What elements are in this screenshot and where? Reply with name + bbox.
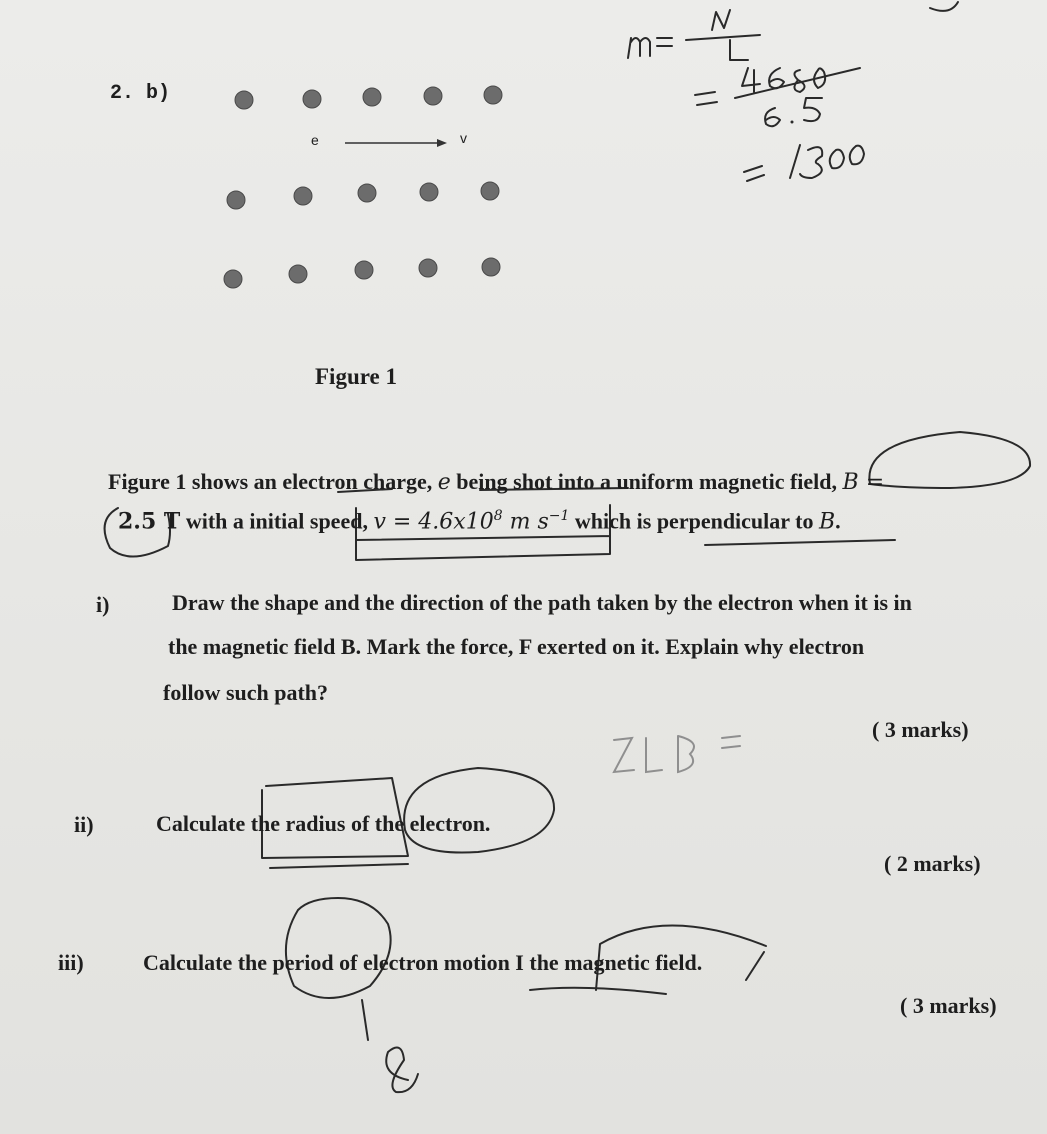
part-i-text-line-3: follow such path?: [163, 680, 329, 705]
field-dot: [484, 86, 502, 104]
part-i-text-line-1: Draw the shape and the direction of the path taken by the electron when it is in: [172, 590, 912, 615]
field-dot: [358, 184, 376, 202]
part-iii-marks: ( 3 marks): [900, 993, 997, 1018]
underline: [705, 540, 895, 545]
part-i-label: i): [96, 592, 110, 617]
part-ii-label: ii): [74, 812, 94, 837]
part-ii-text: Calculate the radius of the electron.: [156, 811, 491, 836]
question-number: 2. b): [110, 82, 171, 105]
field-dot: [227, 191, 245, 209]
field-dot: [303, 90, 321, 108]
field-dot: [289, 265, 307, 283]
handwriting-top-right: [628, 2, 958, 181]
field-dot: [224, 270, 242, 288]
part-ii-marks: ( 2 marks): [884, 851, 981, 876]
field-dot: [481, 182, 499, 200]
field-dot: [355, 261, 373, 279]
field-dot: [482, 258, 500, 276]
pen-stroke: [362, 1000, 368, 1040]
figure-caption: Figure 1: [315, 364, 397, 389]
intro-line-1: Figure 1 shows an electron charge, e being shot into a uniform magnetic field, B =: [108, 469, 885, 495]
field-dot: [420, 183, 438, 201]
intro-line-2: 2.5 T with a initial speed, $v = 4.6x10^8$ m $s^{-1}$ which is perpendicular to B.: [118, 508, 841, 535]
part-iii-label: iii): [58, 950, 84, 975]
pen-stroke: [530, 988, 666, 994]
handwritten-ampersand: [386, 1048, 418, 1093]
electron-label: e: [311, 132, 319, 148]
field-dot: [294, 187, 312, 205]
part-iii-text: Calculate the period of electron motion I the magnetic field.: [143, 950, 703, 975]
velocity-arrow: [345, 139, 447, 147]
velocity-label: v: [460, 130, 467, 146]
field-dot: [363, 88, 381, 106]
field-dot: [424, 87, 442, 105]
field-dots: [224, 86, 502, 288]
part-i-marks: ( 3 marks): [872, 717, 969, 742]
pencil-note: [614, 736, 740, 772]
field-dot: [419, 259, 437, 277]
annotation-circle: [286, 898, 391, 998]
field-dot: [235, 91, 253, 109]
part-i-text-line-2: the magnetic field B. Mark the force, F exerted on it. Explain why electron: [168, 634, 865, 659]
